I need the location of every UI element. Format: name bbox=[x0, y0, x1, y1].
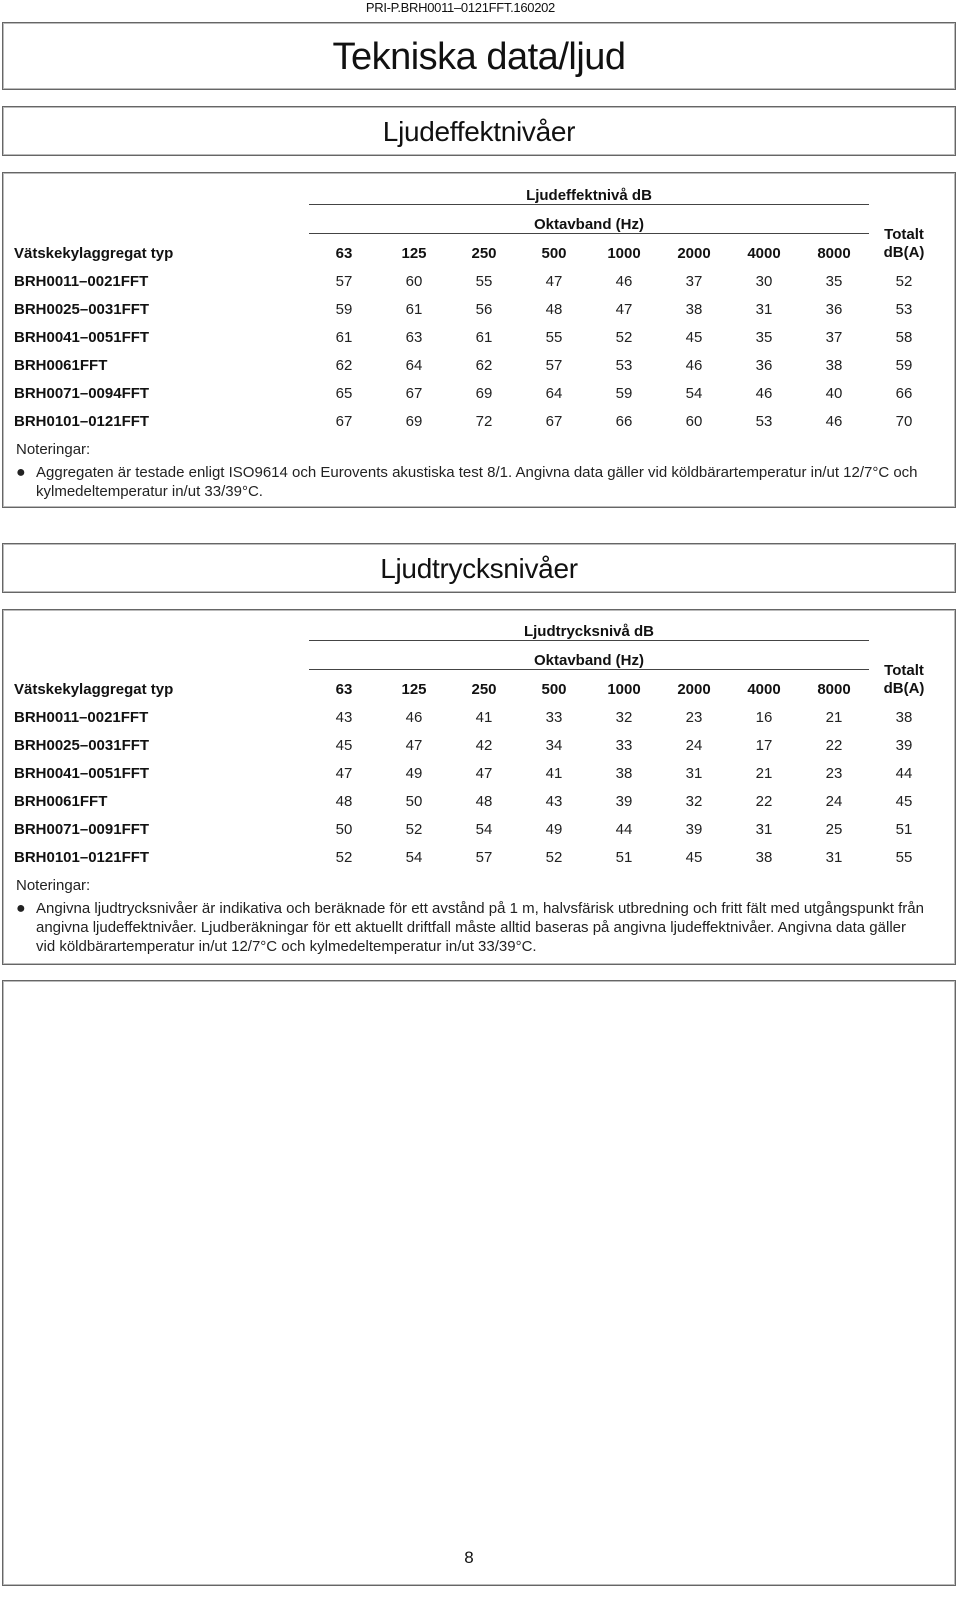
total-header bbox=[869, 176, 939, 262]
band-header: 4000 bbox=[747, 245, 781, 262]
value-cell: 60 bbox=[405, 273, 423, 290]
value-cell: 47 bbox=[475, 765, 493, 782]
value-cell: 46 bbox=[615, 273, 633, 290]
value-cell: 54 bbox=[405, 849, 423, 866]
value-cell: 22 bbox=[755, 793, 773, 810]
value-cell: 66 bbox=[615, 413, 633, 430]
total-cell: 66 bbox=[895, 385, 913, 402]
value-cell: 38 bbox=[755, 849, 773, 866]
value-cell: 54 bbox=[685, 385, 703, 402]
value-cell: 51 bbox=[615, 849, 633, 866]
band-header: 8000 bbox=[817, 245, 851, 262]
empty-content-box bbox=[2, 980, 956, 1586]
section2-title: Ljudtrycksnivåer bbox=[380, 553, 578, 584]
header-row-band bbox=[14, 641, 939, 670]
total-cell: 51 bbox=[895, 821, 913, 838]
total-cell: 53 bbox=[895, 301, 913, 318]
band-header: 125 bbox=[401, 245, 427, 262]
value-cell: 16 bbox=[755, 709, 773, 726]
sound-power-table bbox=[14, 176, 939, 430]
section2-note-item bbox=[16, 899, 928, 956]
value-cell: 45 bbox=[685, 849, 703, 866]
value-cell: 23 bbox=[685, 709, 703, 726]
value-cell: 47 bbox=[615, 301, 633, 318]
value-cell: 67 bbox=[405, 385, 423, 402]
value-cell: 62 bbox=[335, 357, 353, 374]
band-header: 500 bbox=[541, 245, 567, 262]
value-cell: 63 bbox=[405, 329, 423, 346]
total-cell: 55 bbox=[895, 849, 913, 866]
value-cell: 30 bbox=[755, 273, 773, 290]
value-cell: 45 bbox=[335, 737, 353, 754]
model-cell: BRH0061FFT bbox=[14, 793, 108, 810]
value-cell: 53 bbox=[615, 357, 633, 374]
band-header: 500 bbox=[541, 681, 567, 698]
value-cell: 39 bbox=[615, 793, 633, 810]
band-header: 2000 bbox=[677, 245, 711, 262]
value-cell: 69 bbox=[475, 385, 493, 402]
value-cell: 43 bbox=[335, 709, 353, 726]
value-cell: 46 bbox=[685, 357, 703, 374]
value-cell: 22 bbox=[825, 737, 843, 754]
value-cell: 32 bbox=[615, 709, 633, 726]
header-spacer bbox=[14, 205, 309, 234]
band-header: 8000 bbox=[817, 681, 851, 698]
value-cell: 46 bbox=[405, 709, 423, 726]
value-cell: 50 bbox=[405, 793, 423, 810]
group-label: Ljudeffektnivå dB bbox=[309, 176, 869, 205]
model-cell: BRH0041–0051FFT bbox=[14, 329, 150, 346]
value-cell: 61 bbox=[335, 329, 353, 346]
table-row bbox=[14, 346, 939, 374]
total-cell: 38 bbox=[895, 709, 913, 726]
header-spacer bbox=[14, 612, 309, 641]
total-cell: 59 bbox=[895, 357, 913, 374]
value-cell: 36 bbox=[825, 301, 843, 318]
table-row bbox=[14, 810, 939, 838]
value-cell: 23 bbox=[825, 765, 843, 782]
value-cell: 38 bbox=[615, 765, 633, 782]
total-header-line1: Totalt bbox=[884, 226, 924, 243]
value-cell: 36 bbox=[755, 357, 773, 374]
value-cell: 61 bbox=[405, 301, 423, 318]
type-header: Vätskekylaggregat typ bbox=[14, 245, 174, 262]
value-cell: 35 bbox=[755, 329, 773, 346]
value-cell: 37 bbox=[825, 329, 843, 346]
band-header: 4000 bbox=[747, 681, 781, 698]
header-row-columns bbox=[14, 670, 939, 699]
section1-note-text: Aggregaten är testade enligt ISO9614 och Eurovents akustiska test 8/1. Angivna data gäller vid köldbärartemperatur in/ut 12/7°C och kylmedeltemperatur in/ut 33/39°C. bbox=[36, 464, 918, 500]
value-cell: 55 bbox=[475, 273, 493, 290]
table-row bbox=[14, 726, 939, 754]
table-row bbox=[14, 698, 939, 726]
model-cell: BRH0101–0121FFT bbox=[14, 413, 150, 430]
section1-title: Ljudeffektnivåer bbox=[382, 116, 576, 147]
value-cell: 48 bbox=[545, 301, 563, 318]
value-cell: 57 bbox=[545, 357, 563, 374]
band-header: 1000 bbox=[607, 681, 641, 698]
value-cell: 47 bbox=[335, 765, 353, 782]
value-cell: 24 bbox=[825, 793, 843, 810]
model-cell: BRH0101–0121FFT bbox=[14, 849, 150, 866]
value-cell: 38 bbox=[685, 301, 703, 318]
value-cell: 52 bbox=[615, 329, 633, 346]
value-cell: 21 bbox=[755, 765, 773, 782]
value-cell: 67 bbox=[545, 413, 563, 430]
type-header: Vätskekylaggregat typ bbox=[14, 681, 174, 698]
table-row bbox=[14, 290, 939, 318]
value-cell: 49 bbox=[545, 821, 563, 838]
total-cell: 39 bbox=[895, 737, 913, 754]
value-cell: 55 bbox=[545, 329, 563, 346]
header-row-band bbox=[14, 205, 939, 234]
value-cell: 25 bbox=[825, 821, 843, 838]
total-header-line1: Totalt bbox=[884, 662, 924, 679]
value-cell: 65 bbox=[335, 385, 353, 402]
value-cell: 52 bbox=[405, 821, 423, 838]
section2-notes bbox=[16, 876, 928, 956]
value-cell: 43 bbox=[545, 793, 563, 810]
header-row-group bbox=[14, 612, 939, 641]
value-cell: 57 bbox=[335, 273, 353, 290]
value-cell: 67 bbox=[335, 413, 353, 430]
value-cell: 47 bbox=[545, 273, 563, 290]
total-header-line2: dB(A) bbox=[883, 680, 925, 697]
value-cell: 52 bbox=[545, 849, 563, 866]
value-cell: 59 bbox=[615, 385, 633, 402]
section2-notes-title: Noteringar: bbox=[16, 877, 91, 894]
value-cell: 31 bbox=[755, 821, 773, 838]
value-cell: 42 bbox=[475, 737, 493, 754]
value-cell: 56 bbox=[475, 301, 493, 318]
value-cell: 33 bbox=[545, 709, 563, 726]
value-cell: 59 bbox=[335, 301, 353, 318]
model-cell: BRH0025–0031FFT bbox=[14, 737, 150, 754]
band-label: Oktavband (Hz) bbox=[309, 205, 869, 234]
bullet-icon: ● bbox=[16, 464, 26, 481]
value-cell: 64 bbox=[545, 385, 563, 402]
value-cell: 17 bbox=[755, 737, 773, 754]
value-cell: 31 bbox=[755, 301, 773, 318]
value-cell: 46 bbox=[825, 413, 843, 430]
value-cell: 33 bbox=[615, 737, 633, 754]
band-header: 2000 bbox=[677, 681, 711, 698]
value-cell: 72 bbox=[475, 413, 493, 430]
header-row-group bbox=[14, 176, 939, 205]
value-cell: 46 bbox=[755, 385, 773, 402]
value-cell: 52 bbox=[335, 849, 353, 866]
sound-pressure-table bbox=[14, 612, 939, 866]
value-cell: 31 bbox=[685, 765, 703, 782]
total-cell: 70 bbox=[895, 413, 913, 430]
model-cell: BRH0025–0031FFT bbox=[14, 301, 150, 318]
value-cell: 31 bbox=[825, 849, 843, 866]
total-cell: 52 bbox=[895, 273, 913, 290]
value-cell: 54 bbox=[475, 821, 493, 838]
value-cell: 39 bbox=[685, 821, 703, 838]
value-cell: 38 bbox=[825, 357, 843, 374]
page-number: 8 bbox=[464, 1548, 474, 1567]
value-cell: 41 bbox=[475, 709, 493, 726]
value-cell: 57 bbox=[475, 849, 493, 866]
table-row bbox=[14, 754, 939, 782]
table-row bbox=[14, 782, 939, 810]
value-cell: 44 bbox=[615, 821, 633, 838]
value-cell: 61 bbox=[475, 329, 493, 346]
value-cell: 48 bbox=[335, 793, 353, 810]
band-header: 1000 bbox=[607, 245, 641, 262]
section1-notes bbox=[16, 440, 928, 501]
value-cell: 62 bbox=[475, 357, 493, 374]
table-row bbox=[14, 838, 939, 866]
value-cell: 32 bbox=[685, 793, 703, 810]
value-cell: 40 bbox=[825, 385, 843, 402]
model-cell: BRH0071–0094FFT bbox=[14, 385, 150, 402]
value-cell: 48 bbox=[475, 793, 493, 810]
table-row bbox=[14, 402, 939, 430]
band-header: 250 bbox=[471, 245, 497, 262]
value-cell: 41 bbox=[545, 765, 563, 782]
value-cell: 60 bbox=[685, 413, 703, 430]
page-title-box bbox=[2, 22, 956, 90]
total-cell: 58 bbox=[895, 329, 913, 346]
value-cell: 47 bbox=[405, 737, 423, 754]
band-header: 125 bbox=[401, 681, 427, 698]
value-cell: 53 bbox=[755, 413, 773, 430]
value-cell: 21 bbox=[825, 709, 843, 726]
value-cell: 64 bbox=[405, 357, 423, 374]
band-label: Oktavband (Hz) bbox=[309, 641, 869, 670]
value-cell: 69 bbox=[405, 413, 423, 430]
table-row bbox=[14, 262, 939, 290]
page-title: Tekniska data/ljud bbox=[332, 36, 626, 78]
bullet-icon: ● bbox=[16, 900, 26, 917]
header-spacer bbox=[14, 641, 309, 670]
section1-notes-title: Noteringar: bbox=[16, 441, 91, 458]
section2-note-text: Angivna ljudtrycksnivåer är indikativa och beräknade för ett avstånd på 1 m, halvsfärisk utbredning och fritt fält med utgångspunkt från angivna ljudeffektnivåer. Ljudberäkningar för ett aktuellt driftfall måste alltid baseras på angivna ljudeffektnivåer. Angivna data gäller vid köldbärartemperatur in/ut 12/7°C och kylmedeltemperatur in/ut 33/39°C. bbox=[36, 900, 924, 955]
total-cell: 45 bbox=[895, 793, 913, 810]
document-code: PRI-P.BRH0011–0121FFT.160202 bbox=[365, 0, 555, 15]
total-header-line2: dB(A) bbox=[883, 244, 925, 261]
group-label: Ljudtrycksnivå dB bbox=[309, 612, 869, 641]
value-cell: 34 bbox=[545, 737, 563, 754]
value-cell: 45 bbox=[685, 329, 703, 346]
value-cell: 37 bbox=[685, 273, 703, 290]
band-header: 63 bbox=[335, 245, 353, 262]
value-cell: 24 bbox=[685, 737, 703, 754]
value-cell: 50 bbox=[335, 821, 353, 838]
model-cell: BRH0061FFT bbox=[14, 357, 108, 374]
header-spacer bbox=[14, 176, 309, 205]
total-header bbox=[869, 612, 939, 698]
band-header: 250 bbox=[471, 681, 497, 698]
table-row bbox=[14, 318, 939, 346]
model-cell: BRH0071–0091FFT bbox=[14, 821, 150, 838]
total-cell: 44 bbox=[895, 765, 913, 782]
band-header: 63 bbox=[335, 681, 353, 698]
section1-note-item bbox=[16, 463, 928, 501]
model-cell: BRH0011–0021FFT bbox=[14, 709, 149, 726]
model-cell: BRH0011–0021FFT bbox=[14, 273, 149, 290]
section1-title-box bbox=[2, 106, 956, 156]
model-cell: BRH0041–0051FFT bbox=[14, 765, 150, 782]
header-row-columns bbox=[14, 234, 939, 263]
table-row bbox=[14, 374, 939, 402]
value-cell: 35 bbox=[825, 273, 843, 290]
value-cell: 49 bbox=[405, 765, 423, 782]
section2-title-box bbox=[2, 543, 956, 593]
